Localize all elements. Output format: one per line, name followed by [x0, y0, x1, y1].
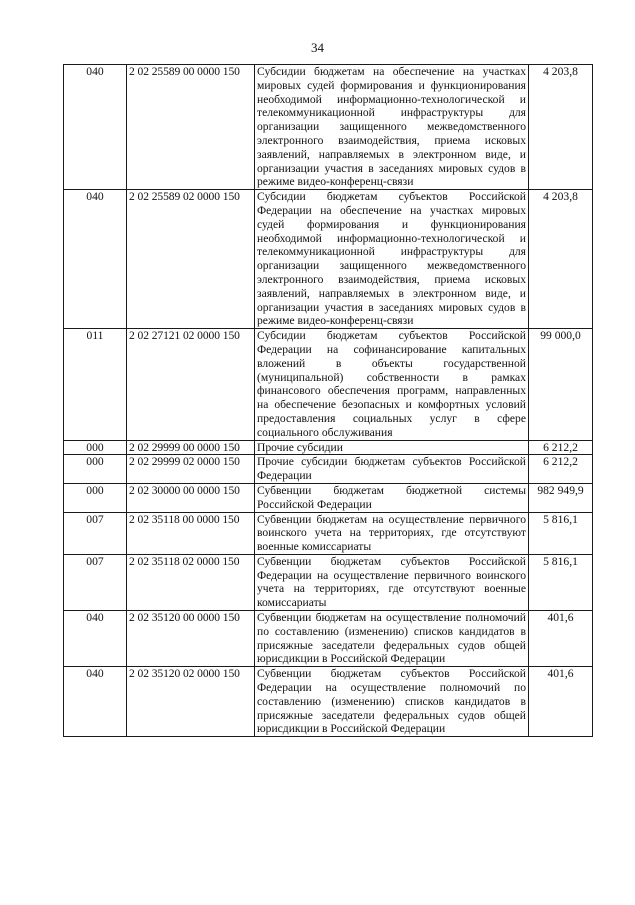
budget-classification-code-cell: 2 02 29999 00 0000 150	[127, 440, 255, 455]
table-row	[64, 667, 593, 737]
admin-code-cell: 000	[64, 483, 127, 512]
amount-cell: 4 203,8	[529, 190, 593, 329]
budget-classification-code-cell: 2 02 35118 02 0000 150	[127, 554, 255, 610]
table-row	[64, 611, 593, 667]
amount-cell: 401,6	[529, 667, 593, 737]
table-row	[64, 65, 593, 190]
revenue-name-cell: Субсидии бюджетам субъектов Российской Федерации на софинансирование капитальных вложений в объекты государственной (муниципальной) собственности в рамках финансового обеспечения программ, направленных на обеспечение безопасных и комфортных условий предоставления социальных услуг в сфере социального обслуживания	[255, 329, 529, 440]
admin-code-cell: 040	[64, 65, 127, 190]
revenue-name-cell: Субвенции бюджетам бюджетной системы Российской Федерации	[255, 483, 529, 512]
revenue-name-cell: Субвенции бюджетам субъектов Российской Федерации на осуществление первичного воинского учета на территориях, где отсутствуют военные комиссариаты	[255, 554, 529, 610]
amount-cell: 99 000,0	[529, 329, 593, 440]
budget-classification-code-cell: 2 02 30000 00 0000 150	[127, 483, 255, 512]
admin-code-cell: 040	[64, 190, 127, 329]
admin-code-cell: 040	[64, 667, 127, 737]
amount-cell: 982 949,9	[529, 483, 593, 512]
revenue-name-cell: Субвенции бюджетам субъектов Российской Федерации на осуществление полномочий по составлению (изменению) списков кандидатов в присяжные заседатели федеральных судов общей юрисдикции в Российской Федерации	[255, 667, 529, 737]
table-row	[64, 440, 593, 455]
amount-cell: 5 816,1	[529, 554, 593, 610]
amount-cell: 401,6	[529, 611, 593, 667]
revenue-name-cell: Субвенции бюджетам на осуществление полномочий по составлению (изменению) списков кандидатов в присяжные заседатели федеральных судов общей юрисдикции в Российской Федерации	[255, 611, 529, 667]
amount-cell: 6 212,2	[529, 455, 593, 484]
budget-classification-code-cell: 2 02 29999 02 0000 150	[127, 455, 255, 484]
revenue-name-cell: Прочие субсидии	[255, 440, 529, 455]
amount-cell: 6 212,2	[529, 440, 593, 455]
revenue-name-cell: Прочие субсидии бюджетам субъектов Российской Федерации	[255, 455, 529, 484]
table-row	[64, 455, 593, 484]
admin-code-cell: 040	[64, 611, 127, 667]
revenue-name-cell: Субвенции бюджетам на осуществление первичного воинского учета на территориях, где отсутствуют военные комиссариаты	[255, 512, 529, 554]
table-row	[64, 483, 593, 512]
amount-cell: 5 816,1	[529, 512, 593, 554]
table-row	[64, 329, 593, 440]
admin-code-cell: 011	[64, 329, 127, 440]
budget-classification-code-cell: 2 02 25589 02 0000 150	[127, 190, 255, 329]
admin-code-cell: 000	[64, 455, 127, 484]
admin-code-cell: 000	[64, 440, 127, 455]
budget-classification-code-cell: 2 02 25589 00 0000 150	[127, 65, 255, 190]
table-row	[64, 554, 593, 610]
budget-revenue-table	[63, 64, 593, 737]
budget-classification-code-cell: 2 02 27121 02 0000 150	[127, 329, 255, 440]
admin-code-cell: 007	[64, 512, 127, 554]
table-row	[64, 190, 593, 329]
table-row	[64, 512, 593, 554]
revenue-name-cell: Субсидии бюджетам субъектов Российской Федерации на обеспечение на участках мировых судей формирования и функционирования необходимой информационно-технологической и телекоммуникационной инфраструктуры для организации защищенного межведомственного электронного взаимодействия, приема исковых заявлений, направляемых в электронном виде, и организации участия в заседаниях мировых судов в режиме видео-конференц-связи	[255, 190, 529, 329]
budget-classification-code-cell: 2 02 35120 00 0000 150	[127, 611, 255, 667]
admin-code-cell: 007	[64, 554, 127, 610]
budget-classification-code-cell: 2 02 35120 02 0000 150	[127, 667, 255, 737]
revenue-name-cell: Субсидии бюджетам на обеспечение на участках мировых судей формирования и функционирования необходимой информационно-технологической и телекоммуникационной инфраструктуры для организации защищенного межведомственного электронного взаимодействия, приема исковых заявлений, направляемых в электронном виде, и организации участия в заседаниях мировых судов в режиме видео-конференц-связи	[255, 65, 529, 190]
amount-cell: 4 203,8	[529, 65, 593, 190]
page-number: 34	[311, 40, 324, 55]
budget-classification-code-cell: 2 02 35118 00 0000 150	[127, 512, 255, 554]
